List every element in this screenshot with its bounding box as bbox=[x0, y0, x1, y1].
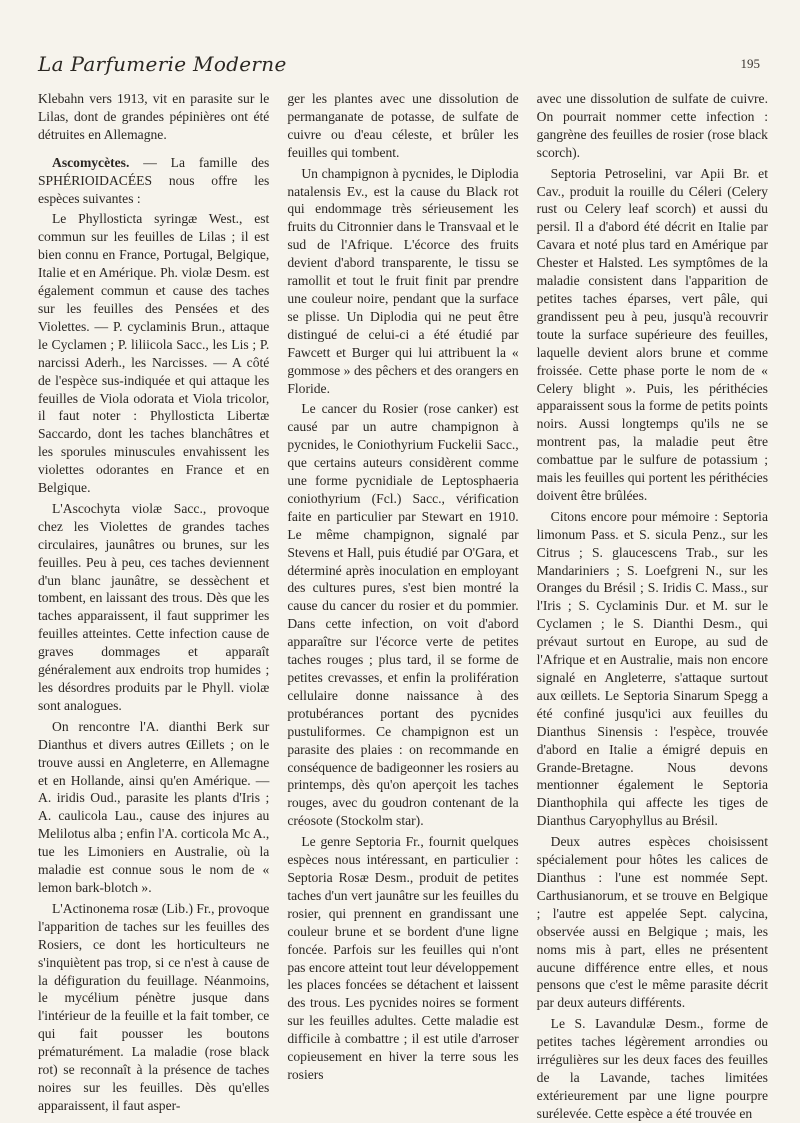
masthead-title: La Parfumerie Moderne bbox=[38, 52, 287, 76]
paragraph-text: avec une dissolution de sulfate de cuivre. On pourrait nommer cette infection : gangrène des feuilles de rosier (rose black scorch). bbox=[536, 91, 768, 160]
paragraph-text: On rencontre l'A. dianthi Berk sur Dianthus et divers autres Œillets ; on le trouve aussi en Angleterre, en Allemagne et en Hollande, ainsi qu'en Amérique. — A. iridis Oud., parasite les plants d'Iris ; A. caulicola Lau., cause des injures au Melilotus alba ; enfin l'A. corticola Mc A., tue les Limoniers en Australie, où la maladie est connue sous le nom de « lemon bark-blotch ». bbox=[38, 718, 270, 895]
paragraph-text: L'Actinonema rosæ (Lib.) Fr., provoque l'apparition de taches sur les feuilles des Rosiers, ce dont les horticulteurs ne s'inquiètent pas trop, si ce n'est à cause de la défiguration du feuillage. Néanmoins, le mycélium pénètre jusque dans l'intérieur de la feuille et la fait tomber, ce qui fait pousser les boutons prématurément. La maladie (rose black rot) se reconnaît à la présence de taches noires sur les feuilles. Dès qu'elles apparaissent, il faut asper- bbox=[38, 900, 270, 1113]
paragraph-text: Le genre Septoria Fr., fournit quelques espèces nous intéressant, en particulier : Septoria Rosæ Desm., produit de petites taches d'un vert jaunâtre sur les feuilles du rosier, qui prennent en grandissant une couleur brune et se bordent d'une ligne foncée. Parfois sur les feuilles qui n'ont pas encore atteint tout leur développement les places foncées se détachent et laissent des trous. Les pycnides noires se forment sur les feuilles adultes. Cette maladie est difficile à combattre ; il est utile d'arroser copieusement en hiver la terre sous les rosiers bbox=[287, 834, 519, 1082]
paragraph bbox=[537, 833, 768, 1012]
paragraph bbox=[287, 165, 518, 398]
paragraph bbox=[287, 90, 518, 162]
paragraph bbox=[537, 508, 768, 830]
paragraph bbox=[38, 500, 269, 715]
page-number: 195 bbox=[740, 56, 760, 71]
paragraph-text: Le cancer du Rosier (rose canker) est causé par un autre champignon à pycnides, le Coniothyrium Fuckelii Sacc., que certains auteurs considèrent comme une forme pycnidiale de Leptosphaeria coniothyrium (Fcl.) Sacc., vérification faite en particulier par Stewart en 1910. Le même champignon, signalé par Stevens et Hall, puis étudié par O'Gara, et déterminé après inoculation en employant des cultures pures, s'est bien montré la cause du cancer du rosier et du pommier. Dans cette infection, on voit d'abord apparaître sur l'écorce verte de petites taches rouges ; plus tard, il se forme de petites crevasses, et enfin la prolifération cellulaire donne naissance à des protubérances portant des pycnides pustuliformes. Ce champignon est un parasite des plaies : on recommande en conséquence de badigeonner les rosiers au printemps, dès qu'on aperçoit les taches rouges, avec du goudron contenant de la créosote (Stockolm star). bbox=[287, 401, 519, 829]
paragraph-text: Klebahn vers 1913, vit en parasite sur le Lilas, dont de grandes pépinières ont été détruites en Allemagne. bbox=[38, 91, 270, 142]
text-columns bbox=[38, 90, 768, 1121]
paragraph-text: — La famille des SPHÉRIOIDACÉES nous offre les espèces suivantes : bbox=[38, 154, 270, 206]
paragraph-text: Le Phyllosticta syringæ West., est commun sur les feuilles de Lilas ; il est bien connu en France, Portugal, Belgique, Italie et en Amérique. Ph. violæ Desm. est également commun et cause des taches sur les feuilles des Pensées et des Violettes. — P. cyclaminis Brun., attaque le Cyclamen ; P. liliicola Sacc., les Lis ; P. narcissi Aderh., les Narcisses. — A côté de l'espèce sus-indiquée et qui attaque les feuilles de Viola odorata et Viola tricolor, il faut noter : Phyllosticta Libertæ Saccardo, dont les taches blanchâtres et les sporules minuscules envahissent les violettes odorantes en France et en Belgique. bbox=[38, 211, 270, 496]
paragraph-text: Citons encore pour mémoire : Septoria limonum Pass. et S. sicula Penz., sur les Citrus ; S. glaucescens Trab., sur les Mandariniers ; S. Loefgreni N., sur les Oranges du Brésil ; S. Iridis C. Mass., sur l'Iris ; S. Cyclaminis Dur. et M. sur le Cyclamen ; le S. Dianthi Desm., qui prévaut surtout en Europe, au sud de l'Afrique et en Australie, mais non encore signalé en Angleterre, s'attaque surtout aux œillets. Le Septoria Sinarum Spegg a été confiné jusqu'ici aux feuilles du Dianthus Sinensis : l'espèce, trouvée d'abord en Italie a émigré depuis en Grande-Bretagne. Nous devons mentionner également le Septoria Dianthophila qui affecte les tiges de Dianthus Caryophyllus au Brésil. bbox=[536, 508, 768, 829]
column-1 bbox=[38, 90, 270, 1113]
page-header bbox=[38, 52, 760, 86]
paragraph-text: Deux autres espèces choisissent spécialement pour hôtes les calices de Dianthus : l'une est nommée Sept. Carthusianorum, et se trouve en Belgique ; l'autre est appelée Sept. calycina, observée aussi en Belgique ; mais, les noms mis à part, elles ne présentent aucune différence entre elles, et nous pensons que c'est le même parasite décrit par deux auteurs différents. bbox=[536, 834, 768, 1011]
column-2 bbox=[287, 90, 519, 1082]
column-3 bbox=[536, 90, 768, 1121]
paragraph-text: Un champignon à pycnides, le Diplodia natalensis Ev., est la cause du Black rot qui endommage très sérieusement les fruits du Citronnier dans le Transvaal et le sud de l'Afrique. L'écorce des fruits devient d'abord transparente, le tissu se ramollit et tout le fruit finit par prendre une couleur noire, pendant que la surface se plisse. Un Diplodia qui ne peut être distingué de celui-ci a été étudié par Fawcett et Burger qui lui attribuent la « gommose » des pêchers et des orangers en Floride. bbox=[287, 165, 519, 396]
paragraph-text: Septoria Petroselini, var Apii Br. et Cav., produit la rouille du Céleri (Celery rust ou Celery leaf scorch) et aussi du persil. Il a d'abord été décrit en Italie par Cavara et noté plus tard en Amérique par Chester et Halsted. Les symptômes de la maladie consistent dans l'apparition de petites taches éparses, vert pâle, qui grandissent peu à peu, jusqu'à recouvrir toute la surface supérieure des feuilles, laquelle devient alors brune et comme froissée. Cette phase porte le nom de « Celery blight ». Puis, les périthécies apparaissent sous la forme de petits points noirs. Aussi longtemps qu'ils ne se montrent pas, la maladie peut être combattue par le sulfure de potassium ; mais les feuilles qui portent les périthécies doivent être brûlées. bbox=[536, 165, 768, 503]
paragraph-text: ger les plantes avec une dissolution de permanganate de potasse, de sulfate de cuivre ou d'eau céleste, et brûler les feuilles qui tombent. bbox=[287, 91, 519, 160]
paragraph bbox=[38, 90, 269, 144]
paragraph-text: L'Ascochyta violæ Sacc., provoque chez les Violettes de grandes taches circulaires, jaunâtres ou brunes, sur les feuilles. Peu à peu, ces taches deviennent d'un blanc jaunâtre, se dessèchent et tombent, en laissant des trous. Dès que les taches apparaissent, il faut supprimer les feuilles atteintes. Cette infection cause de graves dommages et apparaît généralement aux endroits trop humides ; les désordres produits par le Phyll. violæ sont analogues. bbox=[38, 500, 270, 713]
paragraph bbox=[38, 900, 269, 1115]
paragraph bbox=[537, 165, 768, 505]
paragraph bbox=[38, 210, 269, 497]
paragraph bbox=[537, 1015, 768, 1122]
paragraph bbox=[38, 718, 269, 897]
paragraph bbox=[287, 400, 518, 830]
paragraph-text: Le S. Lavandulæ Desm., forme de petites taches légèrement arrondies ou irrégulières sur les deux faces des feuilles de la Lavande, taches limitées extérieurement par une ligne pourpre surélevée. Cette espèce a été trouvée en bbox=[536, 1016, 768, 1121]
section-heading: Ascomycètes. bbox=[52, 154, 130, 170]
paragraph bbox=[38, 154, 269, 208]
paragraph bbox=[537, 90, 768, 162]
paragraph bbox=[287, 833, 518, 1084]
